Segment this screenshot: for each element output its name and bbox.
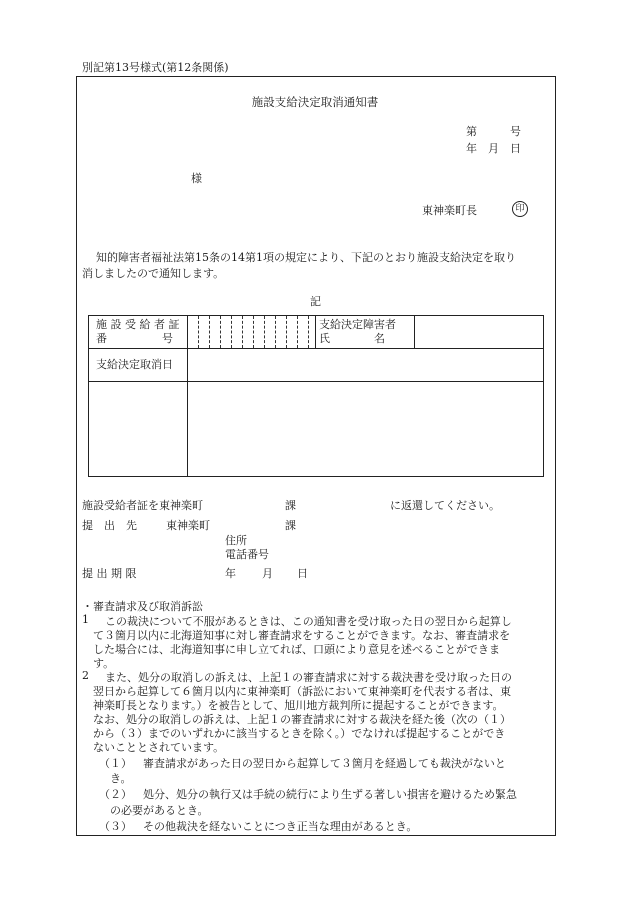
appeal-item-2-line-3: 神楽町長となります。）を被告として、旭川地方裁判所に提起することができます。 [93,699,504,712]
appeal-item-2-line-5: から（３）までのいずれかに該当するときを除く。）でなければ提起することができ [93,727,506,740]
info-table [88,315,544,477]
digit-box-divider [264,316,265,348]
appeal-sub-3-line-1: その他裁決を経ないことにつき正当な理由があるとき。 [143,820,418,833]
return-notice-part-3: に返還してください。 [390,499,500,512]
submit-to-label: 提 出 先 [82,519,137,532]
recipient-name-label-2: 氏 名 [319,332,385,345]
appeal-item-1-number: 1 [82,613,89,626]
appeal-heading: ・審査請求及び取消訴訟 [82,600,203,613]
digit-box-divider [220,316,221,348]
appeal-sub-2-line-2: の必要があるとき。 [110,804,209,817]
body-text-line-1: 知的障害者福祉法第15条の14第1項の規定により、下記のとおり施設支給決定を取り [96,251,516,264]
table-row-divider [89,348,543,349]
document-title: 施設支給決定取消通知書 [251,95,379,109]
body-text-line-2: 消しましたので通知します。 [82,267,225,280]
seal-mark: 印 [512,201,528,217]
appeal-item-2-line-1: また、処分の取消しの訴えは、上記１の審査請求に対する裁決書を受け取った日の [105,671,512,684]
appeal-item-2-line-2: 翌日から起算して６箇月以内に東神楽町（訴訟において東神楽町を代表する者は、東 [93,685,511,698]
submit-to-town: 東神楽町 [166,519,210,532]
document-number: 第 号 [466,125,521,138]
deadline-day: 日 [297,567,308,580]
deadline-label: 提 出 期 限 [82,567,137,580]
appeal-sub-2-line-1: 処分、処分の執行又は手続の続行により生ずる著しい損害を避けるため緊急 [143,788,517,801]
table-col-divider [414,316,415,348]
digit-box-divider [209,316,210,348]
digit-box-divider [286,316,287,348]
appeal-item-2-line-6: ないこととされています。 [93,741,225,754]
appeal-item-2-number: 2 [82,669,89,682]
deadline-year: 年 [225,567,236,580]
appeal-item-1-line-4: す。 [93,657,115,670]
digit-box-divider [231,316,232,348]
appeal-item-1-line-1: この裁決について不服があるときは、この通知書を受け取った日の翌日から起算し [105,615,512,628]
appeal-item-1-line-2: て３箇月以内に北海道知事に対し審査請求をすることができます。なお、審査請求を [93,629,511,642]
cancel-date-label: 支給決定取消日 [96,358,173,371]
appeal-item-2-line-4: なお、処分の取消しの訴えは、上記１の審査請求に対する裁決を経た後（次の（１） [93,713,511,726]
return-notice-part-2: 課 [285,499,296,512]
digit-box-divider [198,316,199,348]
appeal-sub-3-number: （３） [99,820,132,833]
digit-box-divider [253,316,254,348]
return-notice-part-1: 施設受給者証を東神楽町 [82,499,203,512]
cert-number-label-2: 番 号 [96,332,173,345]
table-col-divider [187,316,188,476]
deadline-month: 月 [262,567,273,580]
issuer-name: 東神楽町長 [422,204,477,217]
appeal-sub-1-line-1: 審査請求があった日の翌日から起算して３箇月を経過しても裁決がないと [143,757,506,770]
recipient-name-label-1: 支給決定障害者 [319,318,396,331]
digit-box-divider [297,316,298,348]
document-date: 年 月 日 [466,142,521,155]
submit-phone-label: 電話番号 [225,548,269,561]
appeal-item-1-line-3: した場合には、北海道知事に申し立てれば、口頭により意見を述べることができま [93,643,500,656]
note-heading: 記 [310,295,321,308]
appeal-sub-1-line-2: き。 [110,772,132,785]
digit-box-divider [242,316,243,348]
table-col-divider [315,316,316,348]
table-row-divider [89,381,543,382]
digit-box-divider [308,316,309,348]
appeal-sub-1-number: （１） [99,757,132,770]
submit-to-section: 課 [285,519,296,532]
cert-number-label-1: 施 設 受 給 者 証 [96,318,180,331]
submit-address-label: 住所 [225,534,247,547]
appeal-sub-2-number: （２） [99,788,132,801]
addressee-suffix: 様 [191,172,202,185]
digit-box-divider [275,316,276,348]
form-reference: 別記第13号様式(第12条関係) [82,61,229,74]
